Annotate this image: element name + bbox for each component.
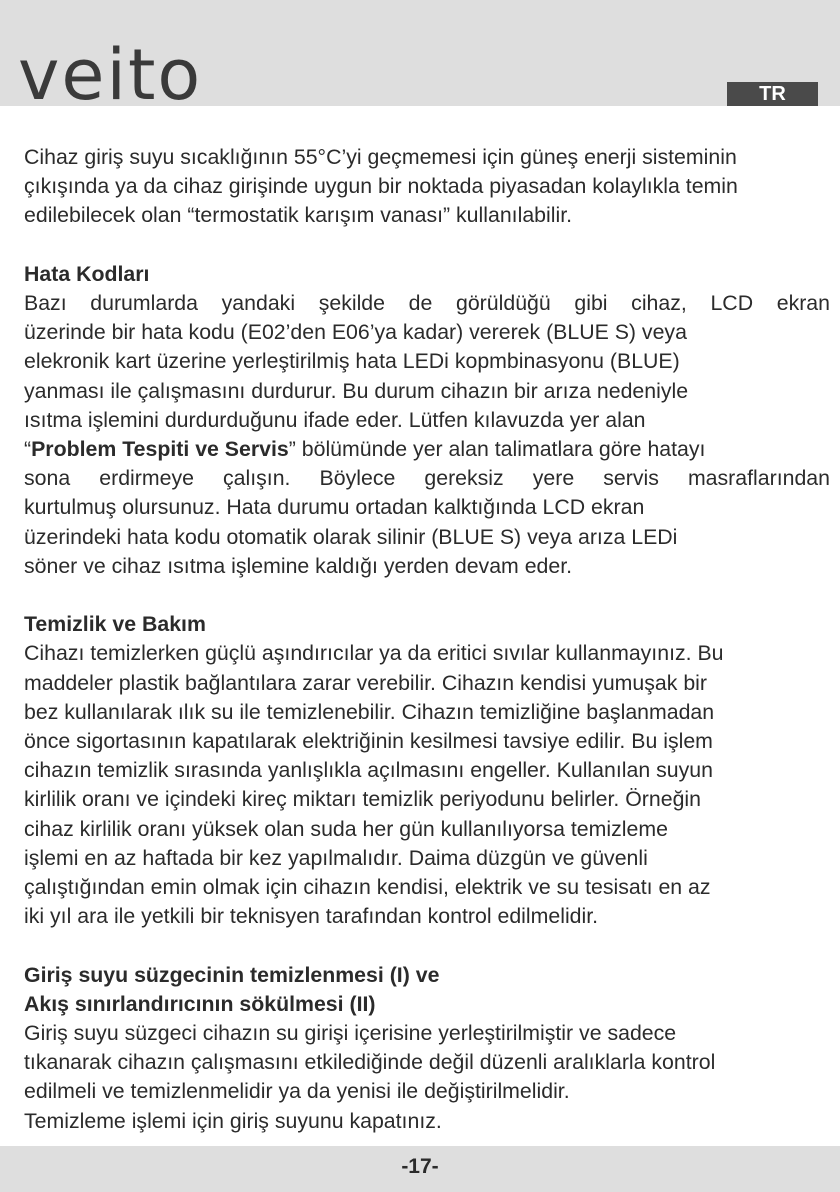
text-line: cihazın temizlik sırasında yanlışlıkla açılmasını engeller. Kullanılan suyun bbox=[24, 758, 713, 783]
text-line: maddeler plastik bağlantılara zarar verebilir. Cihazın kendisi yumuşak bir bbox=[24, 670, 707, 695]
text-line: Temizleme işlemi için giriş suyunu kapatınız. bbox=[24, 1108, 442, 1133]
text-line: kirlilik oranı ve içindeki kireç miktarı temizlik periyodunu belirler. Örneğin bbox=[24, 787, 702, 812]
text-line: Giriş suyu süzgeci cihazın su girişi içerisine yerleştirilmiştir ve sadece bbox=[24, 1021, 677, 1046]
section-heading-filter: Giriş suyu süzgecinin temizlenmesi (I) ve bbox=[24, 962, 440, 987]
text-line: önce sigortasının kapatılarak elektriğinin kesilmesi tavsiye edilir. Bu işlem bbox=[24, 729, 713, 754]
text-line: edilmeli ve temizlenmelidir ya da yenisi ile değiştirilmelidir. bbox=[24, 1079, 570, 1104]
text-line-with-bold-term bbox=[24, 435, 830, 464]
text-line: üzerinde bir hata kodu (E02’den E06’ya kadar) vererek (BLUE S) veya bbox=[24, 320, 687, 345]
veito-logo: veito bbox=[18, 34, 203, 116]
text-line: üzerindeki hata kodu otomatik olarak silinir (BLUE S) veya arıza LEDi bbox=[24, 524, 678, 549]
text-line: sona erdirmeye çalışın. Böylece gereksiz yere servis masraflarından bbox=[24, 466, 830, 491]
section-heading-error-codes: Hata Kodları bbox=[24, 261, 150, 286]
text-line: işlemi en az haftada bir kez yapılmalıdır. Daima düzgün ve güvenli bbox=[24, 845, 648, 870]
section-heading-flow-limiter: Akış sınırlandırıcının sökülmesi (II) bbox=[24, 991, 376, 1016]
text-line: tıkanarak cihazın çalışmasını etkilediğinde değil düzenli aralıklarla kontrol bbox=[24, 1050, 716, 1075]
intro-line: Cihaz giriş suyu sıcaklığının 55°C’yi geçmemesi için güneş enerji sisteminin bbox=[24, 145, 737, 169]
text-line: kurtulmuş olursunuz. Hata durumu ortadan kalktığında LCD ekran bbox=[24, 495, 645, 520]
text-line: Cihazı temizlerken güçlü aşındırıcılar ya da eritici sıvılar kullanmayınız. Bu bbox=[24, 641, 724, 666]
text-line: bez kullanılarak ılık su ile temizlenebilir. Cihazın temizliğine başlanmadan bbox=[24, 699, 715, 724]
text-line: yanması ile çalışmasını durdurur. Bu durum cihazın bir arıza nedeniyle bbox=[24, 378, 689, 403]
text-line: çalıştığından emin olmak için cihazın kendisi, elektrik ve su tesisatı en az bbox=[24, 875, 711, 900]
intro-line: edilebilecek olan “termostatik karışım vanası” kullanılabilir. bbox=[24, 203, 573, 228]
page-number: -17- bbox=[401, 1155, 439, 1178]
language-badge: TR bbox=[727, 82, 818, 106]
intro-line: çıkışında ya da cihaz girişinde uygun bir noktada piyasadan kolaylıkla temin bbox=[24, 174, 738, 199]
quote-rest: ” bölümünde yer alan talimatlara göre hatayı bbox=[288, 437, 706, 462]
text-line: Bazı durumlarda yandaki şekilde de görüldüğü gibi cihaz, LCD ekran bbox=[24, 291, 830, 315]
quote-open: “ bbox=[24, 437, 32, 462]
text-line: elekronik kart üzerine yerleştirilmiş hata LEDi kopmbinasyonu (BLUE) bbox=[24, 349, 680, 374]
section-heading-cleaning: Temizlik ve Bakım bbox=[24, 612, 206, 637]
text-line: iki yıl ara ile yetkili bir teknisyen tarafından kontrol edilmelidir. bbox=[24, 904, 599, 929]
text-line: ısıtma işlemini durdurduğunu ifade eder. Lütfen kılavuzda yer alan bbox=[24, 407, 646, 432]
bold-term: Problem Tespiti ve Servis bbox=[31, 437, 289, 462]
text-line: cihaz kirlilik oranı yüksek olan suda her gün kullanılıyorsa temizleme bbox=[24, 816, 668, 841]
text-line: söner ve cihaz ısıtma işlemine kaldığı yerden devam eder. bbox=[24, 553, 573, 578]
page-header bbox=[0, 0, 840, 116]
page-content bbox=[24, 143, 830, 1136]
